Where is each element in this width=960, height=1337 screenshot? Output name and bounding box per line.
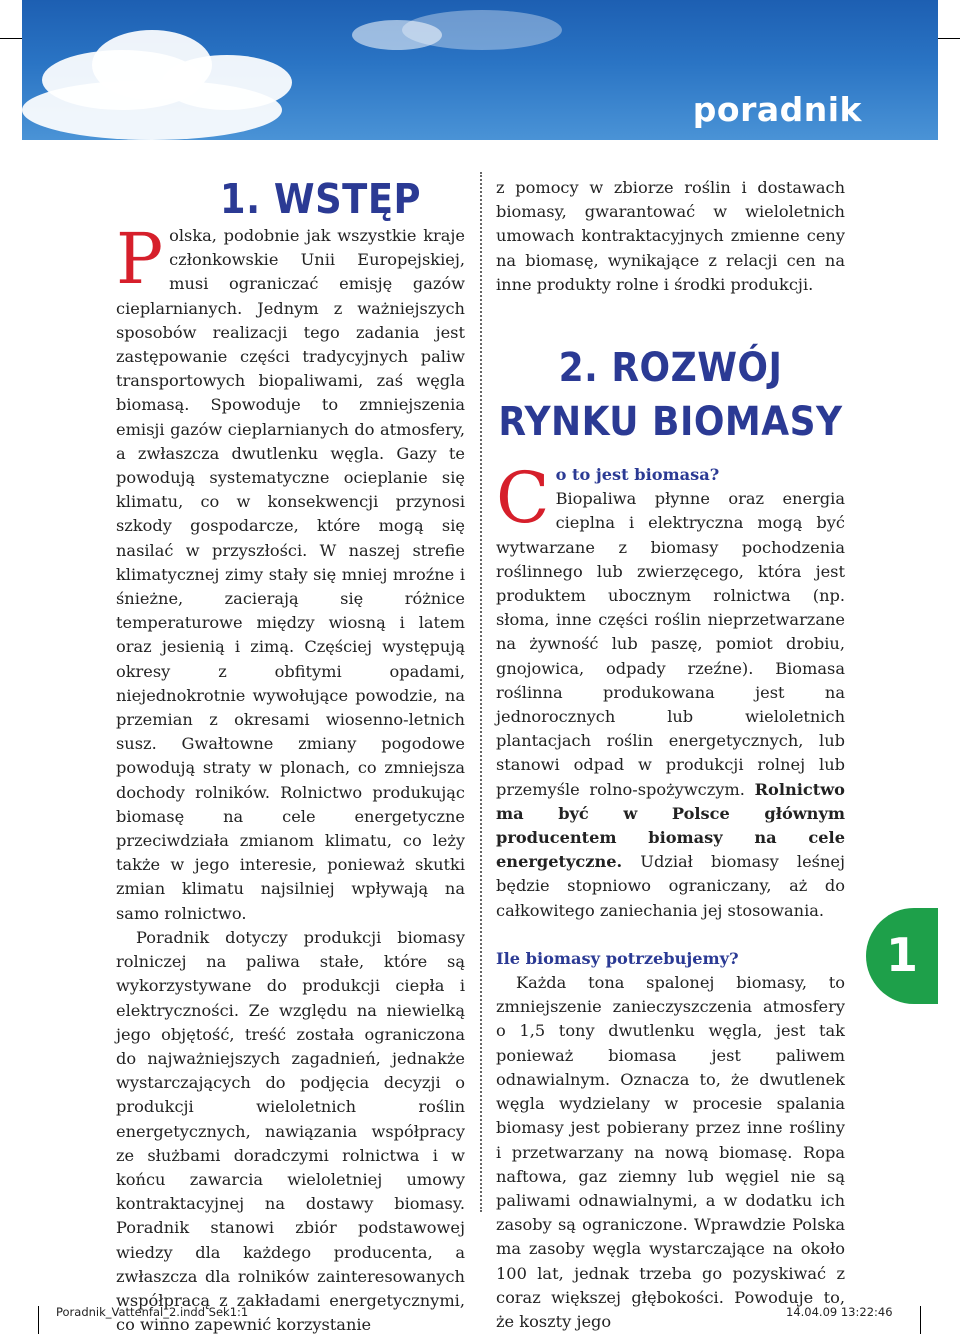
right-column [496,176,845,1334]
paragraph-text: Udział biomasy leśnej będzie stopniowo ograniczany, aż do całkowitego zaniechania jej stosowania. [496,852,845,920]
crop-mark [0,38,22,39]
bold-statement: Rolnictwo ma być w Polsce głównym producentem biomasy na cele energetyczne. [496,779,845,872]
drop-cap: P [116,218,164,300]
paragraph: Każda tona spalonej biomasy, to zmniejszenie zanieczyszczenia atmosfery o 1,5 tony dwutlenku węgla, jest tak ponieważ biomasa jest paliwem odnawialnym. Oznacza to, że dwutlenek węgla wydzielany w procesie spalania biomasy jest pobierany przez inne rośliny i przetwarzany na nową biomasę. Ropa naftowa, gaz ziemny lub węgiel nie są paliwami odnawialnymi, a w dodatku ich zasoby są ograniczone. Wprawdzie Polska ma zasoby węgla wystarczające na około 100 lat, jednak trzeba go pozyskiwać z coraz większej głębokości. Powoduje to, że koszty jego [496,973,845,1331]
paragraph-text: olska, podobnie jak wszystkie kraje członkowskie Unii Europejskiej, musi ograniczać emisję gazów cieplarnianych. Jednym z ważniejszych sposobów realizacji tego zadania jest zastępowanie części tradycyjnych paliw transportowych biopaliwami, zaś węgla biomasą. Spowoduje to zmniejszenia emisji gazów cieplarnianych do atmosfery, a zwłaszcza dwutlenku węgla. Gazy te powodują systematyczne ocieplanie się klimatu, co w konsekwencji przynosi szkody gospodarcze, które mogą się nasilać w przyszłości. W naszej strefie klimatycznej zimy stały się mniej mroźne i śnieżne, zacierają się różnice temperaturowe między wiosną i latem oraz jesienią i zimą. Częściej występują okresy z obfitymi opadami, niejednokrotnie wywołujące powodzie, na przemian z okresami wiosenno-letnich susz. Gwałtowne zmiany pogodowe powodują straty w plonach, co zmniejsza dochody rolników. Rolnictwo produkując biomasę na cele energetyczne przeciwdziała zmianom klimatu, co leży także w jego interesie, ponieważ skutki zmian klimatu najsilniej wpływają na samo rolnictwo. [116,226,465,923]
footer-filename: Poradnik_Vattenfal_2.indd Sek1:1 [56,1305,249,1319]
section-heading: 1. WSTĘP [219,175,422,223]
subheading: Ile biomasy potrzebujemy? [496,948,739,968]
left-column [116,176,465,1337]
intro-paragraph [116,218,465,926]
paragraph-text: Biopaliwa płynne oraz energia cieplna i elektryczna mogą być wytwarzane z biomasy pochodzenia roślinnego lub zwierzęcego, która jest produktem ubocznym rolnictwa (np. słoma, inne części roślin nieprzetwarzane na żywność lub paszę, pomiot drobiu, gnojowica, odpady rzeźne). Biomasa roślinna produkowana jest na jednorocznych lub wieloletnich plantacjach roślin energetycznych, lub stanowi odpad w produkcji rolnej lub przemyśle rolno-spożywczym. [496,489,845,799]
crop-mark [938,38,960,39]
subheading: o to jest biomasa? [555,465,720,485]
crop-mark [920,1306,921,1334]
sky-banner [22,0,938,140]
footer-timestamp: 14.04.09 13:22:46 [786,1305,893,1319]
paragraph: Poradnik dotyczy produkcji biomasy rolniczej na paliwa stałe, które są wykorzystywane do produkcji ciepła i elektryczności. Ze względu na niewielką jego objętość, treść została ograniczona do najważniejszych zagadnień, jednakże wystarczających do podjęcia decyzji o produkcji wieloletnich roślin energetycznych, nawiązania współpracy ze służbami doradczymi rolnictwa i w końcu zawarcia wieloletniej umowy kontraktacyjnej na dostawy biomasy. Poradnik stanowi zbiór podstawowej wiedzy dla każdego producenta, a zwłaszcza dla rolników zainteresowanych współpracą z zakładami energetycznymi, co winno zapewnić korzystanie [116,927,465,1335]
section-header-title: poradnik [692,90,862,129]
section-heading: 2. ROZWÓJ RYNKU BIOMASY [498,345,843,446]
column-divider [480,172,482,1212]
paragraph: z pomocy w zbiorze roślin i dostawach biomasy, gwarantować w wieloletnich umowach kontraktacyjnych zmienne ceny na biomasę, wynikające z relacji cen na inne produkty rolne i środki produkcji. [496,178,845,294]
cloud [22,80,282,140]
crop-mark [38,1306,39,1334]
paragraph [496,457,845,923]
cloud [402,10,562,50]
drop-cap: C [496,457,550,540]
page-tab [866,908,938,1004]
page-tab-number: 1 [886,928,919,982]
